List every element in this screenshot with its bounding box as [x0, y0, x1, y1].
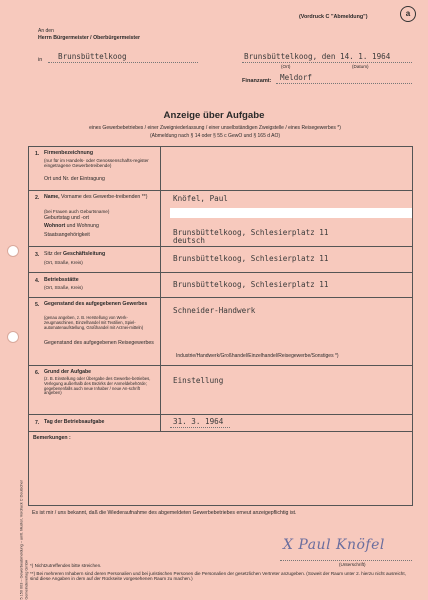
row-nationality-label: Staatsangehörigkeit: [44, 232, 90, 238]
row-birth-label: Geburtstag und -ort: [44, 215, 89, 221]
table-top-line: [28, 146, 413, 147]
addressee-label: Herrn Bürgermeister / Oberbürgermeister: [38, 35, 141, 41]
footnote-2: **) Bei mehreren Inhabern sind deren Personalien und bei juristischen Personen die Personalien der gesetzlichen Vertreter anzugeben. (Soweit der Raum unter 2. hierzu nicht ausreicht, sind diese Angaben in dem auf der Rückseite vorgesehenen Raum zu machen.): [30, 571, 406, 582]
owner-name-value: Knöfel, Paul: [173, 194, 228, 203]
redacted-birth-data: [170, 208, 412, 218]
row-extra: Gegenstand des aufgegebenen Reisegewerbes: [44, 340, 154, 346]
row-address-label: [44, 224, 99, 230]
finanzamt-value: Meldorf: [280, 73, 313, 82]
management-location-value: Brunsbüttelkoog, Schlesierplatz 11: [173, 254, 329, 263]
in-label: in: [38, 57, 43, 63]
row-label: [44, 195, 156, 201]
row-label: Gegenstand des aufgegebenen Gewerbes: [44, 301, 148, 307]
an-den-label: An den: [38, 28, 54, 34]
place-date-underline: [242, 62, 412, 63]
punch-hole-top: [7, 245, 19, 257]
row-number: 1.: [35, 151, 40, 157]
datum-caption: (Datum): [352, 64, 369, 69]
row-divider: [28, 431, 413, 432]
table-right-line: [412, 146, 413, 506]
place-date-value: Brunsbüttelkoog, den 14. 1. 1964: [244, 52, 391, 61]
row-label-bold: Name,: [44, 194, 60, 200]
reason-value: Einstellung: [173, 376, 224, 385]
row-label: Betriebsstätte: [44, 277, 79, 283]
form-legal-reference: (Abmeldung nach § 14 oder § 55 c GewO und § 165 d AO): [149, 133, 281, 139]
row-number: 4.: [35, 278, 40, 284]
business-subject-value: Schneider-Handwerk: [173, 306, 256, 315]
owner-nationality-value: deutsch: [173, 236, 206, 245]
row-label-rest: Sitz der: [44, 251, 64, 257]
row-number: 3.: [35, 252, 40, 258]
ort-caption: (Ort): [281, 64, 291, 69]
row-note: (genau angeben, z. B. Herstellung von Werk-zeugmaschinen, Einzelhandel mit Textilien, Spiel-automatenaufstellung, Großhandel mit Arznei-mitteln): [44, 315, 144, 330]
table-column-divider: [160, 146, 161, 431]
row-divider: [28, 272, 413, 273]
owner-address-value: Brunsbüttelkoog, Schlesierplatz 11: [173, 228, 329, 237]
row-note: (z. B. Einstellung oder Übergabe des Gewerbe-betriebes, Verlegung außerhalb des Bezirks der Anmeldebehörde; gegebenenfalls auch neue Inhaber / neue An-schrift angeben): [44, 376, 151, 396]
signature-line: [280, 560, 412, 561]
finanzamt-underline: [276, 83, 412, 84]
in-value: Brunsbüttelkoog: [58, 52, 127, 61]
row-label-bold: Geschäftsleitung: [63, 251, 106, 257]
signature-caption: (Unterschrift): [339, 562, 366, 567]
row-address-bold: Wohnort: [44, 223, 66, 229]
row-note: (nur für im Handels- oder Genossenschafts-register eingetragene Gewerbetreibende): [44, 158, 149, 169]
publisher-side-text: 5 150 003 – Gewerbeabmeldung – amtl. Muster, Vordruck C Deutscher Gemeindeverlag GmbH: [19, 480, 28, 600]
row-divider: [28, 190, 413, 191]
row-label-rest: Vorname des Gewerbe-treibenden **): [59, 194, 148, 200]
row-divider: [28, 414, 413, 415]
form-title: Anzeige über Aufgabe: [163, 110, 265, 121]
row-number: 2.: [35, 195, 40, 201]
row-extra: Ort und Nr. der Eintragung: [44, 176, 105, 182]
row-number: 7.: [35, 420, 40, 426]
form-subtitle: eines Gewerbebetriebes / einer Zweigniederlassung / einer unselbständigen Zweigstelle / eines Reisegewerbes *): [89, 125, 341, 131]
row-note: (bei Frauen auch Geburtsname): [44, 209, 110, 214]
punch-hole-bottom: [7, 331, 19, 343]
business-category-options: Industrie/Handwerk/Großhandel/Einzelhandel/Reisegewerbe/Sonstiges *): [176, 353, 339, 359]
row-divider: [28, 365, 413, 366]
row-label: Tag der Betriebsaufgabe: [44, 419, 105, 425]
row-note: (Ort, Straße, Kreis): [44, 285, 83, 290]
form-badge: a: [400, 6, 416, 22]
row-address-rest: und Wohnung: [65, 223, 99, 229]
closure-date-value: 31. 3. 1964: [173, 417, 224, 426]
row-divider: [28, 297, 413, 298]
row-number: 6.: [35, 370, 40, 376]
table-bottom-line: [28, 505, 413, 506]
row-label: [44, 252, 105, 258]
row-label: Firmenbezeichnung: [44, 150, 93, 156]
acknowledgement-statement: Es ist mir / uns bekannt, daß die Wiederaufnahme des abgemeldeten Gewerbebetriebes erneut anzeigepflichtig ist.: [32, 510, 297, 516]
row-number: 5.: [35, 302, 40, 308]
vordruck-label: (Vordruck C "Abmeldung"): [299, 14, 368, 20]
finanzamt-label: Finanzamt:: [242, 78, 272, 84]
table-left-line: [28, 146, 29, 506]
business-premises-value: Brunsbüttelkoog, Schlesierplatz 11: [173, 280, 329, 289]
in-underline: [48, 62, 198, 63]
row-label: Grund der Aufgabe: [44, 369, 92, 375]
row-note: (Ort, Straße, Kreis): [44, 260, 83, 265]
signature: X Paul Knöfel: [283, 537, 385, 553]
row-divider: [28, 246, 413, 247]
closure-date-underline: [170, 427, 230, 428]
remarks-label: Bemerkungen :: [33, 435, 71, 441]
footnote-1: *) Nichtzutreffendes bitte streichen.: [30, 563, 102, 568]
